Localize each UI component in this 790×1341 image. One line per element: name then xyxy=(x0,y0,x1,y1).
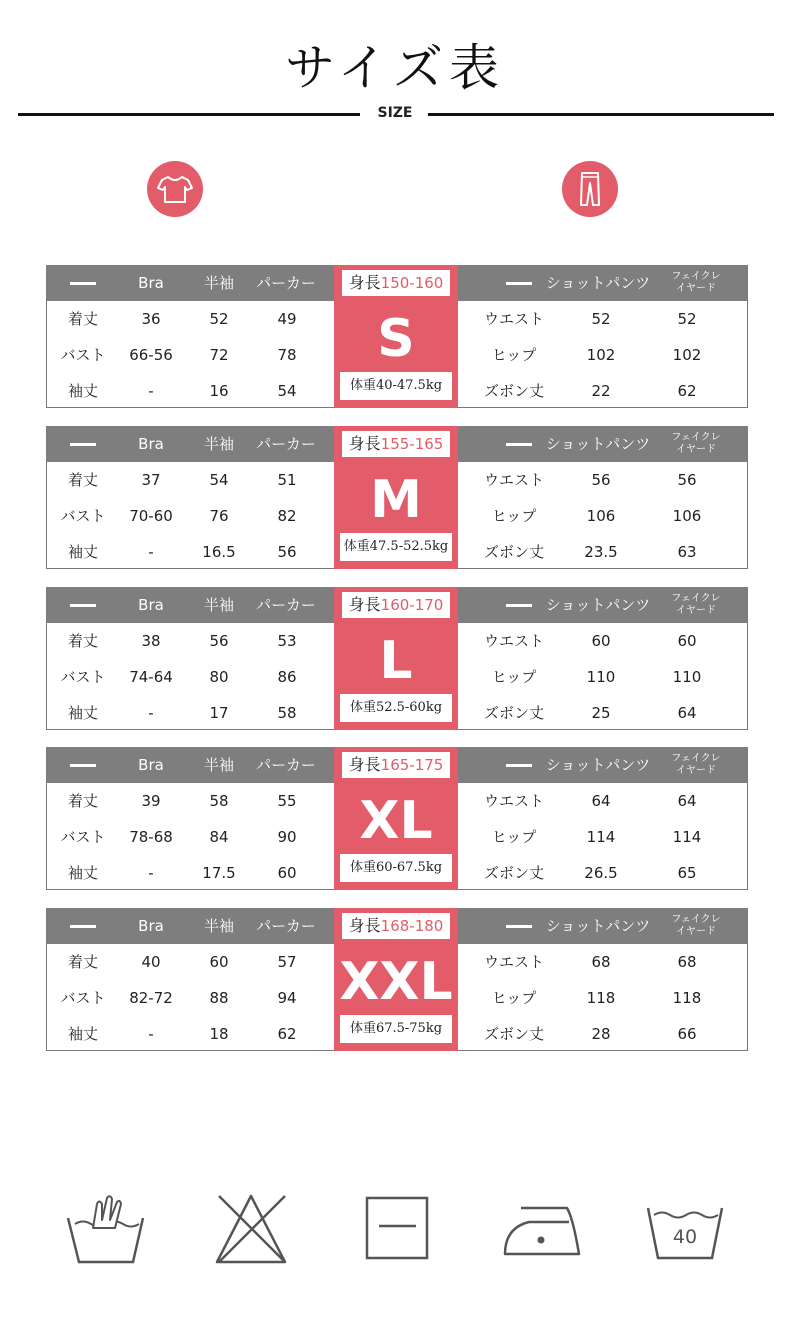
row-label-bottom: ズボン丈 xyxy=(483,543,544,561)
row-label-bottom: ズボン丈 xyxy=(483,704,544,722)
header-bra: Bra xyxy=(138,274,164,292)
bottom-cell: 106 xyxy=(586,507,616,525)
header-dash xyxy=(506,925,532,928)
height-box xyxy=(342,431,450,457)
iron-low-icon xyxy=(499,1188,585,1268)
tumble-dry-icon xyxy=(354,1188,440,1268)
top-cell: 57 xyxy=(277,953,297,971)
header-short-sleeve: 半袖 xyxy=(203,435,234,453)
row-label-bottom: ウエスト xyxy=(483,471,544,489)
top-cell: 78 xyxy=(277,346,297,364)
height-label: 身長 xyxy=(348,595,381,614)
header-fake-layered xyxy=(661,432,731,456)
header-fake-layered-line2: イヤード xyxy=(676,926,716,937)
size-panel xyxy=(334,747,458,890)
top-cell: - xyxy=(148,864,154,882)
bottom-cell: 26.5 xyxy=(584,864,618,882)
top-cell: 60 xyxy=(277,864,297,882)
row-label-bottom: ヒップ xyxy=(491,828,537,846)
top-cell: 86 xyxy=(277,668,297,686)
bottom-cell: 68 xyxy=(677,953,697,971)
bottom-cell: 102 xyxy=(586,346,616,364)
size-label: XL xyxy=(359,791,433,851)
top-cell: 54 xyxy=(277,382,297,400)
top-cell: 39 xyxy=(141,792,161,810)
bottom-cell: 52 xyxy=(677,310,697,328)
bottom-cell: 65 xyxy=(677,864,697,882)
header-shorts: ショットパンツ xyxy=(545,596,651,614)
header-short-sleeve: 半袖 xyxy=(203,596,234,614)
bottom-cell: 118 xyxy=(586,989,616,1007)
bottom-cell: 118 xyxy=(672,989,702,1007)
top-cell: 94 xyxy=(277,989,297,1007)
height-range: 165-175 xyxy=(380,756,444,774)
row-label-top: バスト xyxy=(60,346,106,364)
top-cell: 84 xyxy=(209,828,229,846)
row-label-bottom: ヒップ xyxy=(491,507,537,525)
header-hoodie: パーカー xyxy=(256,917,316,935)
top-cell: 49 xyxy=(277,310,297,328)
header-fake-layered-line1: フェイクレ xyxy=(671,593,721,604)
top-cell: 52 xyxy=(209,310,229,328)
height-label: 身長 xyxy=(348,434,381,453)
bottom-cell: 64 xyxy=(591,792,611,810)
bottom-cell: 60 xyxy=(677,632,697,650)
header-fake-layered-line1: フェイクレ xyxy=(671,914,721,925)
header-hoodie: パーカー xyxy=(256,274,316,292)
bottom-cell: 68 xyxy=(591,953,611,971)
size-block-xl xyxy=(46,747,748,890)
weight-range: 体重60-67.5kg xyxy=(340,854,452,882)
header-dash xyxy=(506,764,532,767)
top-cell: 16 xyxy=(209,382,229,400)
top-cell: 18 xyxy=(209,1025,229,1043)
size-label: XXL xyxy=(339,952,453,1012)
top-cell: 55 xyxy=(277,792,297,810)
height-label: 身長 xyxy=(348,755,381,774)
header-bra: Bra xyxy=(138,917,164,935)
header-fake-layered xyxy=(661,593,731,617)
height-label: 身長 xyxy=(348,916,381,935)
title-divider-left xyxy=(18,113,360,116)
size-block-m xyxy=(46,426,748,569)
header-fake-layered xyxy=(661,914,731,938)
bottom-cell: 25 xyxy=(591,704,611,722)
size-block-s xyxy=(46,265,748,408)
header-bra: Bra xyxy=(138,756,164,774)
row-label-bottom: ズボン丈 xyxy=(483,1025,544,1043)
top-cell: 60 xyxy=(209,953,229,971)
row-label-top: 着丈 xyxy=(67,632,98,650)
height-range: 168-180 xyxy=(380,917,444,935)
top-cell: 82-72 xyxy=(129,989,173,1007)
size-label: M xyxy=(370,470,422,530)
header-short-sleeve: 半袖 xyxy=(203,274,234,292)
row-label-top: 着丈 xyxy=(67,953,98,971)
bottom-cell: 63 xyxy=(677,543,697,561)
row-label-top: バスト xyxy=(60,668,106,686)
header-short-sleeve: 半袖 xyxy=(203,756,234,774)
header-shorts: ショットパンツ xyxy=(545,274,651,292)
top-cell: 17.5 xyxy=(202,864,236,882)
row-label-top: 袖丈 xyxy=(67,1025,98,1043)
row-label-top: バスト xyxy=(60,989,106,1007)
hand-wash-icon xyxy=(63,1188,149,1268)
top-cell: - xyxy=(148,382,154,400)
top-cell: 88 xyxy=(209,989,229,1007)
header-dash xyxy=(506,282,532,285)
bottom-cell: 23.5 xyxy=(584,543,618,561)
row-label-top: バスト xyxy=(60,507,106,525)
row-label-top: 袖丈 xyxy=(67,704,98,722)
top-cell: 36 xyxy=(141,310,161,328)
header-dash xyxy=(70,282,96,285)
top-cell: 40 xyxy=(141,953,161,971)
bottom-cell: 102 xyxy=(672,346,702,364)
header-short-sleeve: 半袖 xyxy=(203,917,234,935)
top-cell: 72 xyxy=(209,346,229,364)
header-fake-layered-line1: フェイクレ xyxy=(671,271,721,282)
top-cell: 17 xyxy=(209,704,229,722)
bottom-cell: 114 xyxy=(672,828,702,846)
header-hoodie: パーカー xyxy=(256,435,316,453)
size-block-l xyxy=(46,587,748,730)
size-panel xyxy=(334,908,458,1051)
header-fake-layered-line1: フェイクレ xyxy=(671,753,721,764)
top-cell: 80 xyxy=(209,668,229,686)
top-cell: 90 xyxy=(277,828,297,846)
height-box xyxy=(342,592,450,618)
header-fake-layered-line2: イヤード xyxy=(676,605,716,616)
bottom-cell: 22 xyxy=(591,382,611,400)
row-label-top: 袖丈 xyxy=(67,543,98,561)
size-panel xyxy=(334,426,458,569)
wash-40-icon xyxy=(642,1188,728,1268)
header-shorts: ショットパンツ xyxy=(545,756,651,774)
row-label-bottom: ズボン丈 xyxy=(483,864,544,882)
row-label-top: 着丈 xyxy=(67,310,98,328)
row-label-bottom: ヒップ xyxy=(491,668,537,686)
bottom-cell: 62 xyxy=(677,382,697,400)
row-label-bottom: ウエスト xyxy=(483,792,544,810)
bottom-cell: 66 xyxy=(677,1025,697,1043)
header-dash xyxy=(70,925,96,928)
bottom-cell: 28 xyxy=(591,1025,611,1043)
top-cell: 56 xyxy=(209,632,229,650)
row-label-top: 袖丈 xyxy=(67,382,98,400)
row-label-bottom: ズボン丈 xyxy=(483,382,544,400)
weight-range: 体重67.5-75kg xyxy=(340,1015,452,1043)
size-panel xyxy=(334,587,458,730)
top-cell: 78-68 xyxy=(129,828,173,846)
height-box xyxy=(342,913,450,939)
page-subtitle: SIZE xyxy=(377,105,413,121)
height-label: 身長 xyxy=(348,273,381,292)
header-hoodie: パーカー xyxy=(256,756,316,774)
wash-temperature-label: 40 xyxy=(672,1226,698,1248)
row-label-bottom: ウエスト xyxy=(483,953,544,971)
top-cell: 66-56 xyxy=(129,346,173,364)
title-divider-right xyxy=(428,113,774,116)
bottom-cell: 114 xyxy=(586,828,616,846)
height-range: 160-170 xyxy=(380,596,444,614)
row-label-top: 着丈 xyxy=(67,792,98,810)
header-fake-layered-line2: イヤード xyxy=(676,444,716,455)
header-shorts: ショットパンツ xyxy=(545,917,651,935)
height-range: 155-165 xyxy=(380,435,444,453)
header-shorts: ショットパンツ xyxy=(545,435,651,453)
top-cell: 76 xyxy=(209,507,229,525)
row-label-bottom: ウエスト xyxy=(483,310,544,328)
top-cell: 70-60 xyxy=(129,507,173,525)
weight-range: 体重52.5-60kg xyxy=(340,694,452,722)
weight-range: 体重40-47.5kg xyxy=(340,372,452,400)
pants-icon xyxy=(562,161,618,217)
size-block-xxl xyxy=(46,908,748,1051)
top-cell: 58 xyxy=(277,704,297,722)
header-fake-layered xyxy=(661,753,731,777)
weight-range: 体重47.5-52.5kg xyxy=(340,533,452,561)
header-bra: Bra xyxy=(138,596,164,614)
bottom-cell: 64 xyxy=(677,792,697,810)
bottom-cell: 56 xyxy=(591,471,611,489)
height-box xyxy=(342,270,450,296)
top-cell: 37 xyxy=(141,471,161,489)
tshirt-icon xyxy=(147,161,203,217)
top-cell: 58 xyxy=(209,792,229,810)
height-box xyxy=(342,752,450,778)
top-cell: 53 xyxy=(277,632,297,650)
header-fake-layered-line2: イヤード xyxy=(676,765,716,776)
top-cell: - xyxy=(148,704,154,722)
header-dash xyxy=(506,443,532,446)
top-cell: - xyxy=(148,1025,154,1043)
top-cell: 74-64 xyxy=(129,668,173,686)
page-title: サイズ表 xyxy=(285,39,505,97)
bottom-cell: 60 xyxy=(591,632,611,650)
top-cell: 56 xyxy=(277,543,297,561)
top-cell: 38 xyxy=(141,632,161,650)
row-label-top: 着丈 xyxy=(67,471,98,489)
row-label-top: バスト xyxy=(60,828,106,846)
header-dash xyxy=(70,764,96,767)
top-cell: 62 xyxy=(277,1025,297,1043)
bottom-cell: 56 xyxy=(677,471,697,489)
row-label-bottom: ウエスト xyxy=(483,632,544,650)
do-not-bleach-icon xyxy=(211,1188,297,1268)
bottom-cell: 64 xyxy=(677,704,697,722)
header-dash xyxy=(70,604,96,607)
row-label-bottom: ヒップ xyxy=(491,989,537,1007)
size-label: S xyxy=(377,309,415,369)
row-label-bottom: ヒップ xyxy=(491,346,537,364)
header-dash xyxy=(70,443,96,446)
bottom-cell: 52 xyxy=(591,310,611,328)
header-dash xyxy=(506,604,532,607)
bottom-cell: 106 xyxy=(672,507,702,525)
top-cell: - xyxy=(148,543,154,561)
bottom-cell: 110 xyxy=(672,668,702,686)
top-cell: 82 xyxy=(277,507,297,525)
header-hoodie: パーカー xyxy=(256,596,316,614)
top-cell: 51 xyxy=(277,471,297,489)
height-range: 150-160 xyxy=(380,274,444,292)
bottom-cell: 110 xyxy=(586,668,616,686)
header-fake-layered xyxy=(661,271,731,295)
top-cell: 16.5 xyxy=(202,543,236,561)
header-fake-layered-line2: イヤード xyxy=(676,283,716,294)
row-label-top: 袖丈 xyxy=(67,864,98,882)
header-fake-layered-line1: フェイクレ xyxy=(671,432,721,443)
size-panel xyxy=(334,265,458,408)
top-cell: 54 xyxy=(209,471,229,489)
header-bra: Bra xyxy=(138,435,164,453)
size-label: L xyxy=(379,631,413,691)
